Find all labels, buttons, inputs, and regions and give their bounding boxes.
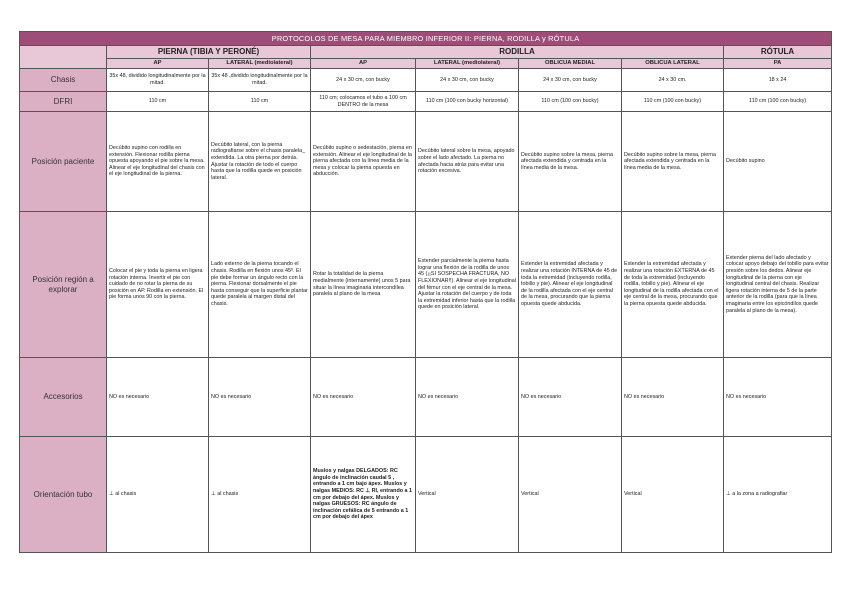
table-cell: Extender la extremidad afectada y realizar una rotación INTERNA de 45 de toda la extremidad (incluyendo rodilla, tobillo y pie). Alinear el eje longitudinal de la rodilla afectada con el eje central de la mesa, procurando que la pierna opuesta quede abducida.	[519, 212, 622, 358]
table-cell: 110 cm (100 con bucky)	[724, 92, 832, 112]
table-cell: Vertical	[416, 437, 519, 553]
table-cell: ⊥ al chasis	[107, 437, 209, 553]
table-cell: Extender parcialmente la pierna hasta lograr una flexión de la rodilla de unos 45 (¡¡SI SOSPECHA FRACTURA, NO FLEXIONAR!!). Alinear el eje longitudinal del fémur con el eje central de la mesa. Ajustar la rotación del cuerpo y de toda la extremidad inferior hasta que la rodilla quede en posición lateral.	[416, 212, 519, 358]
table-cell: Lado externo de la pierna tocando el chasis. Rodilla en flexión unos 45º. El pie debe formar un ángulo recto con la pierna. Flexionar dorsalmente el pie hasta conseguir que la superficie plantar quede paralela al margen distal del chasis.	[209, 212, 311, 358]
table-cell: NO es necesario	[416, 358, 519, 437]
table-cell: Decúbito lateral sobre la mesa, apoyado sobre el lado afectado. La pierna no afectada hacia atrás para evitar una rotación excesiva.	[416, 112, 519, 212]
table-row-orientacion-tubo	[20, 437, 832, 553]
table-cell: Muslos y nalgas DELGADOS: RC ángulo de inclinación caudal 5 , entrando a 1 cm bajo ápex. Muslos y nalgas MEDIOS: RC ⊥ RI, entrando a 1 cm por debajo del ápex. Muslos y nalgas GRUESOS: RC ángulo de inclinación cefálica de 5 entrando a 1 cm por debajo del ápex	[311, 437, 416, 553]
table-cell: Extender la extremidad afectada y realizar una rotación EXTERNA de 45 de toda la extremidad (incluyendo rodilla, tobillo y pie). Alinear el eje longitudinal de la rodilla afectada con el eje central de la mesa, procurando que la pierna opuesta quede abducida.	[622, 212, 724, 358]
projection-header: AP	[107, 59, 209, 69]
table-cell: Rotar la totalidad de la pierna medialmente (internamente) unos 5 para situar la línea imaginaria intercondílea paralela al plano de la mesa	[311, 212, 416, 358]
group-header-pierna: PIERNA (TIBIA Y PERONÉ)	[107, 46, 311, 59]
group-header-rodilla: RODILLA	[311, 46, 724, 59]
projection-header: PA	[724, 59, 832, 69]
table-cell: Colocar el pie y toda la pierna en ligera rotación interna. Invertir el pie con cuidado de no rotar la pierna de su posición en AP. Rodilla en extensión. El pie forma unos 90 con la pierna.	[107, 212, 209, 358]
row-header: Posición región a explorar	[20, 212, 107, 358]
table-cell: NO es necesario	[622, 358, 724, 437]
table-row-posicion-region	[20, 212, 832, 358]
table-cell: 35x 48, dividido longitudinalmente por la mitad.	[107, 69, 209, 92]
table-row-posicion-paciente	[20, 112, 832, 212]
table-cell: Decúbito supino o sedestación, pierna en extensión. Alinear el eje longitudinal de la pierna afectada con la línea media de la mesa y colocar la pierna opuesta en abducción.	[311, 112, 416, 212]
table-cell: Extender pierna del lado afectado y colocar apoyo debajo del tobillo para evitar presión sobre los dedos. Alinear eje longitudinal de la pierna con eje longitudinal central del chasis. Realizar ligera rotación interna de 5 de la parte anterior de la rodilla (para que la línea imaginaria entre los epicóndilos quede paralela al plano de la mesa).	[724, 212, 832, 358]
table-cell: 110 cm	[209, 92, 311, 112]
table-cell: ⊥ a la zona a radiografiar	[724, 437, 832, 553]
table-cell: 24 x 30 cm.	[622, 69, 724, 92]
projection-header: AP	[311, 59, 416, 69]
row-header: Posición paciente	[20, 112, 107, 212]
table-title: PROTOCOLOS DE MESA PARA MIEMBRO INFERIOR II: PIERNA, RODILLA y RÓTULA	[20, 32, 832, 46]
table-cell: Decúbito supino sobre la mesa, pierna afectada extendida y centrada en la línea media de la mesa.	[622, 112, 724, 212]
table-cell: 35x 48 ,dividido longitudinalmente por la mitad.	[209, 69, 311, 92]
table-cell: Vertical	[519, 437, 622, 553]
corner-cell	[20, 46, 107, 69]
projection-header-row	[20, 59, 832, 69]
table-cell: NO es necesario	[311, 358, 416, 437]
table-title-row	[20, 32, 832, 46]
projection-header: OBLICUA MEDIAL	[519, 59, 622, 69]
row-header: Orientación tubo	[20, 437, 107, 553]
table-cell: NO es necesario	[209, 358, 311, 437]
table-cell: Vertical	[622, 437, 724, 553]
group-header-row	[20, 46, 832, 59]
table-cell: Decúbito supino	[724, 112, 832, 212]
table-cell: 18 x 24	[724, 69, 832, 92]
table-cell: 110 cm (100 con bucky)	[622, 92, 724, 112]
table-cell: 24 x 30 cm, con bucky	[416, 69, 519, 92]
table-cell: Decúbito supino sobre la mesa, pierna afectada extendida y centrada en la línea media de la mesa.	[519, 112, 622, 212]
table-row-dfri	[20, 92, 832, 112]
group-header-rotula: RÓTULA	[724, 46, 832, 59]
table-cell: NO es necesario	[724, 358, 832, 437]
table-cell: 110 cm (100 con bucky horizontal)	[416, 92, 519, 112]
row-header: DFRI	[20, 92, 107, 112]
table-cell: 110 cm	[107, 92, 209, 112]
table-cell: 24 x 30 cm, con bucky	[519, 69, 622, 92]
table-cell: NO es necesario	[107, 358, 209, 437]
table-cell: 110 cm (100 con bucky)	[519, 92, 622, 112]
table-cell: Decúbito lateral, con la pierna radiografiarse sobre el chasis paralela_ extendida. La otra pierna por detrás. Ajustar la rotación de todo el cuerpo hasta que la rodilla quede en posición lateral.	[209, 112, 311, 212]
table-cell: 110 cm; colocamos el tubo a 100 cm DENTRO de la mesa	[311, 92, 416, 112]
row-header: Chasis	[20, 69, 107, 92]
table-cell: NO es necesario	[519, 358, 622, 437]
table-cell: ⊥ al chasis	[209, 437, 311, 553]
protocol-table	[19, 31, 832, 553]
table-row-accesorios	[20, 358, 832, 437]
projection-header: OBLICUA LATERAL	[622, 59, 724, 69]
table-cell: Decúbito supino con rodilla en extensión. Flexionar rodilla pierna opuesta apoyando el pie sobre la mesa. Alinear el eje longitudinal del chasis con el eje longitudinal de la pierna.	[107, 112, 209, 212]
table-row-chasis	[20, 69, 832, 92]
projection-header: LATERAL (mediolateral)	[416, 59, 519, 69]
row-header: Accesorios	[20, 358, 107, 437]
table-cell: 24 x 30 cm, con bucky	[311, 69, 416, 92]
projection-header: LATERAL (mediolateral)	[209, 59, 311, 69]
